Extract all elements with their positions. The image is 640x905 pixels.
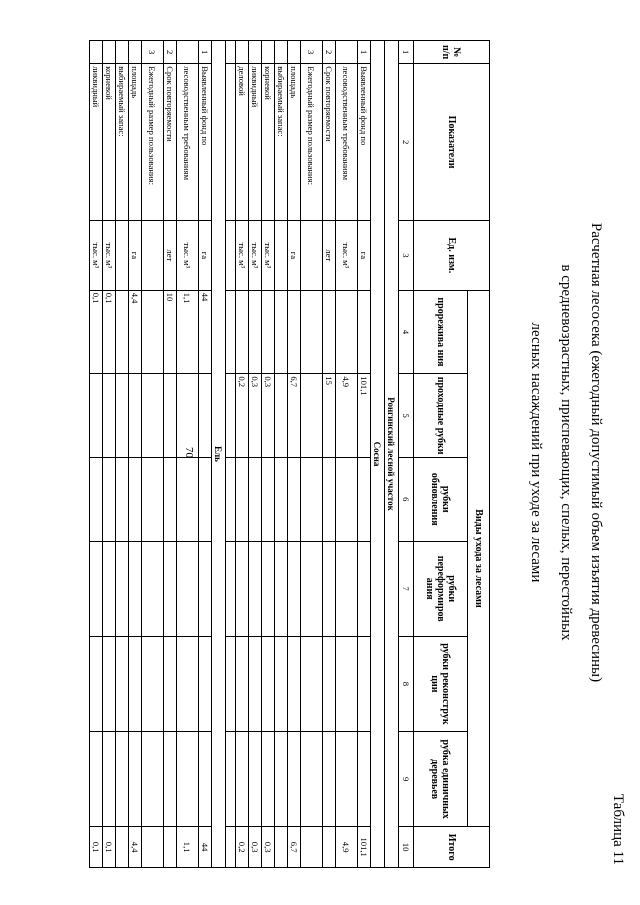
value-cell	[116, 636, 129, 731]
value-cell	[164, 541, 177, 636]
indicator-cell: ликвидный	[90, 64, 103, 221]
empty-cell	[226, 827, 236, 868]
empty-cell	[226, 290, 236, 374]
row-number	[262, 41, 275, 64]
value-cell	[301, 732, 323, 827]
value-cell	[275, 457, 288, 541]
value-cell	[116, 457, 129, 541]
value-cell	[164, 374, 177, 458]
row-number	[116, 41, 129, 64]
total-cell: 44	[199, 827, 212, 868]
empty-cell	[226, 457, 236, 541]
value-cell	[129, 732, 142, 827]
row-number	[236, 41, 249, 64]
column-number: 9	[399, 732, 414, 827]
value-cell	[288, 636, 301, 731]
row-number	[275, 41, 288, 64]
indicator-cell: Срок повторяемости	[164, 64, 177, 221]
column-number: 4	[399, 290, 414, 374]
unit-cell: га	[129, 221, 142, 291]
row-number: 3	[301, 41, 323, 64]
value-cell	[249, 732, 262, 827]
header-indicator: Показатели	[414, 64, 490, 221]
total-cell: 101,1	[358, 827, 371, 868]
value-cell	[142, 374, 164, 458]
unit-cell	[116, 221, 129, 291]
value-cell	[275, 732, 288, 827]
value-cell	[336, 457, 358, 541]
table-row	[249, 41, 262, 868]
unit-cell: тыс. м³	[336, 221, 358, 291]
value-cell: 0,2	[236, 374, 249, 458]
value-cell	[323, 290, 336, 374]
value-cell	[103, 541, 116, 636]
total-cell: 6,7	[288, 827, 301, 868]
table-row	[116, 41, 129, 868]
unit-cell	[301, 221, 323, 291]
table-row	[142, 41, 164, 868]
value-cell: 0,3	[262, 374, 275, 458]
value-cell	[323, 457, 336, 541]
indicator-cell: Выявленный фонд по	[199, 64, 212, 221]
value-cell	[262, 541, 275, 636]
value-cell	[142, 541, 164, 636]
column-number: 5	[399, 374, 414, 458]
value-cell	[129, 457, 142, 541]
total-cell	[275, 827, 288, 868]
value-cell	[336, 732, 358, 827]
indicator-cell: ликвидный	[249, 64, 262, 221]
header-num: № п/п	[414, 41, 490, 64]
value-cell	[275, 541, 288, 636]
value-cell	[301, 541, 323, 636]
value-cell	[301, 374, 323, 458]
row-number: 1	[358, 41, 371, 64]
table-row	[236, 41, 249, 868]
table-row	[288, 41, 301, 868]
value-cell	[358, 541, 371, 636]
value-cell	[323, 636, 336, 731]
unit-cell: тыс. м³	[103, 221, 116, 291]
value-cell	[301, 636, 323, 731]
table-row	[385, 41, 399, 868]
empty-cell	[226, 636, 236, 731]
value-cell	[103, 732, 116, 827]
indicator-cell: выбираемый запас:	[275, 64, 288, 221]
unit-cell: тыс. м³	[262, 221, 275, 291]
table-row	[226, 41, 236, 868]
value-cell	[301, 457, 323, 541]
value-cell	[90, 541, 103, 636]
table-row	[262, 41, 275, 868]
indicator-cell: площадь	[288, 64, 301, 221]
unit-cell: га	[199, 221, 212, 291]
unit-cell	[142, 221, 164, 291]
forest-cut-table	[89, 40, 490, 868]
total-cell: 4,4	[129, 827, 142, 868]
value-cell	[103, 374, 116, 458]
value-cell	[116, 732, 129, 827]
value-cell	[116, 541, 129, 636]
indicator-cell: лесоводственным требованиям	[177, 64, 199, 221]
value-cell	[142, 636, 164, 731]
value-cell	[199, 541, 212, 636]
indicator-cell: корневой	[103, 64, 116, 221]
indicator-cell: Ежегодный размер пользования:	[142, 64, 164, 221]
unit-cell: га	[358, 221, 371, 291]
value-cell	[249, 290, 262, 374]
value-cell	[103, 457, 116, 541]
header-col-7: рубки переформиров ания	[414, 541, 468, 636]
value-cell: 101,1	[358, 374, 371, 458]
title-line-3: лесных насаждений при уходе за лесами	[528, 322, 544, 583]
indicator-cell: Выявленный фонд по	[358, 64, 371, 221]
value-cell	[142, 457, 164, 541]
value-cell: 0,3	[249, 374, 262, 458]
column-number: 10	[399, 827, 414, 868]
value-cell	[90, 374, 103, 458]
value-cell	[142, 732, 164, 827]
header-group: Виды ухода за лесами	[468, 290, 490, 827]
empty-cell	[226, 41, 236, 64]
value-cell: 15	[323, 374, 336, 458]
title-line-1: Расчетная лесосека (ежегодный допустимый объем изъятия древесины)	[588, 222, 604, 683]
title-line-2: в средневозрастных, приспевающих, спелых, перестойных	[558, 264, 574, 641]
value-cell: 0,1	[90, 290, 103, 374]
column-number: 2	[399, 64, 414, 221]
value-cell	[358, 636, 371, 731]
value-cell	[236, 732, 249, 827]
indicator-cell: лесоводственным требованиям	[336, 64, 358, 221]
section-title: Ронгинский лесной участок	[385, 41, 399, 868]
total-cell: 0,2	[236, 827, 249, 868]
value-cell	[262, 732, 275, 827]
empty-cell	[226, 541, 236, 636]
row-number	[336, 41, 358, 64]
value-cell	[336, 290, 358, 374]
unit-cell: тыс. м³	[90, 221, 103, 291]
species-title-spruce: Ель	[212, 41, 226, 868]
value-cell	[164, 636, 177, 731]
value-cell: 4,4	[129, 290, 142, 374]
table-row	[199, 41, 212, 868]
unit-cell: га	[288, 221, 301, 291]
value-cell: 6,7	[288, 374, 301, 458]
value-cell	[249, 636, 262, 731]
value-cell	[236, 636, 249, 731]
value-cell	[116, 374, 129, 458]
value-cell: 1,1	[177, 290, 199, 374]
column-number: 1	[399, 41, 414, 64]
table-row	[164, 41, 177, 868]
value-cell	[262, 636, 275, 731]
header-col-9: рубка единичных деревьев	[414, 732, 468, 827]
total-cell: 0,3	[249, 827, 262, 868]
value-cell	[164, 732, 177, 827]
total-cell	[323, 827, 336, 868]
table-row	[336, 41, 358, 868]
unit-cell: тыс. м³	[249, 221, 262, 291]
empty-cell	[226, 221, 236, 291]
value-cell	[90, 636, 103, 731]
unit-cell: тыс. м³	[236, 221, 249, 291]
value-cell	[358, 290, 371, 374]
value-cell	[199, 457, 212, 541]
value-cell	[262, 457, 275, 541]
value-cell	[199, 374, 212, 458]
empty-cell	[226, 374, 236, 458]
value-cell	[249, 541, 262, 636]
value-cell	[164, 457, 177, 541]
table-row	[103, 41, 116, 868]
table-row	[275, 41, 288, 868]
value-cell	[249, 457, 262, 541]
table-row	[212, 41, 226, 868]
header-col-4: прорежива ния	[414, 290, 468, 374]
row-number	[90, 41, 103, 64]
value-cell	[236, 541, 249, 636]
total-cell: 0,3	[262, 827, 275, 868]
indicator-cell: Срок повторяемости	[323, 64, 336, 221]
table-row	[323, 41, 336, 868]
total-cell	[164, 827, 177, 868]
value-cell	[129, 374, 142, 458]
value-cell: 0,1	[103, 290, 116, 374]
value-cell	[199, 636, 212, 731]
row-number: 2	[164, 41, 177, 64]
empty-cell	[226, 732, 236, 827]
unit-cell: тыс. м³	[177, 221, 199, 291]
unit-cell: лет	[323, 221, 336, 291]
value-cell	[116, 290, 129, 374]
header-unit: Ед. изм.	[414, 221, 490, 291]
value-cell	[142, 290, 164, 374]
row-number	[288, 41, 301, 64]
header-col-8: рубки реконструк ции	[414, 636, 468, 731]
value-cell	[288, 732, 301, 827]
column-number: 3	[399, 221, 414, 291]
row-number	[129, 41, 142, 64]
species-title-pine: Сосна	[371, 41, 385, 868]
value-cell	[262, 290, 275, 374]
value-cell	[103, 636, 116, 731]
value-cell	[288, 541, 301, 636]
header-col-5: проходные рубки	[414, 374, 468, 458]
indicator-cell: площадь	[129, 64, 142, 221]
row-number: 1	[199, 41, 212, 64]
row-number: 2	[323, 41, 336, 64]
table-row	[301, 41, 323, 868]
total-cell: 4,9	[336, 827, 358, 868]
total-cell	[142, 827, 164, 868]
value-cell: 44	[199, 290, 212, 374]
table-body	[90, 41, 414, 868]
column-number: 8	[399, 636, 414, 731]
total-cell	[116, 827, 129, 868]
value-cell	[301, 290, 323, 374]
table-row	[371, 41, 385, 868]
header-col-6: рубки обновления	[414, 457, 468, 541]
total-cell: 0,1	[103, 827, 116, 868]
value-cell	[129, 636, 142, 731]
table-row	[90, 41, 103, 868]
table-caption: Таблица 11	[610, 793, 626, 865]
header-total: Итого	[414, 827, 490, 868]
value-cell	[288, 290, 301, 374]
value-cell: 4,9	[336, 374, 358, 458]
row-number	[249, 41, 262, 64]
value-cell	[90, 457, 103, 541]
row-number: 3	[142, 41, 164, 64]
indicator-cell: корневой	[262, 64, 275, 221]
value-cell	[275, 374, 288, 458]
value-cell	[236, 290, 249, 374]
value-cell	[129, 541, 142, 636]
value-cell	[336, 636, 358, 731]
value-cell	[323, 732, 336, 827]
unit-cell	[275, 221, 288, 291]
value-cell	[90, 732, 103, 827]
column-number: 6	[399, 457, 414, 541]
value-cell	[275, 636, 288, 731]
table-row	[129, 41, 142, 868]
value-cell	[358, 732, 371, 827]
value-cell	[288, 457, 301, 541]
total-cell: 1,1	[177, 827, 199, 868]
value-cell	[199, 732, 212, 827]
value-cell	[358, 457, 371, 541]
unit-cell: лет	[164, 221, 177, 291]
indicator-cell: деловой	[236, 64, 249, 221]
value-cell	[323, 541, 336, 636]
table-row	[399, 41, 414, 868]
total-cell	[301, 827, 323, 868]
column-number: 7	[399, 541, 414, 636]
value-cell	[336, 541, 358, 636]
empty-cell	[226, 64, 236, 221]
table-row	[358, 41, 371, 868]
page-number: 70	[183, 447, 195, 458]
total-cell: 0,1	[90, 827, 103, 868]
value-cell	[275, 290, 288, 374]
value-cell	[236, 457, 249, 541]
indicator-cell: Ежегодный размер пользования:	[301, 64, 323, 221]
indicator-cell: выбираемый запас:	[116, 64, 129, 221]
row-number	[103, 41, 116, 64]
value-cell: 10	[164, 290, 177, 374]
